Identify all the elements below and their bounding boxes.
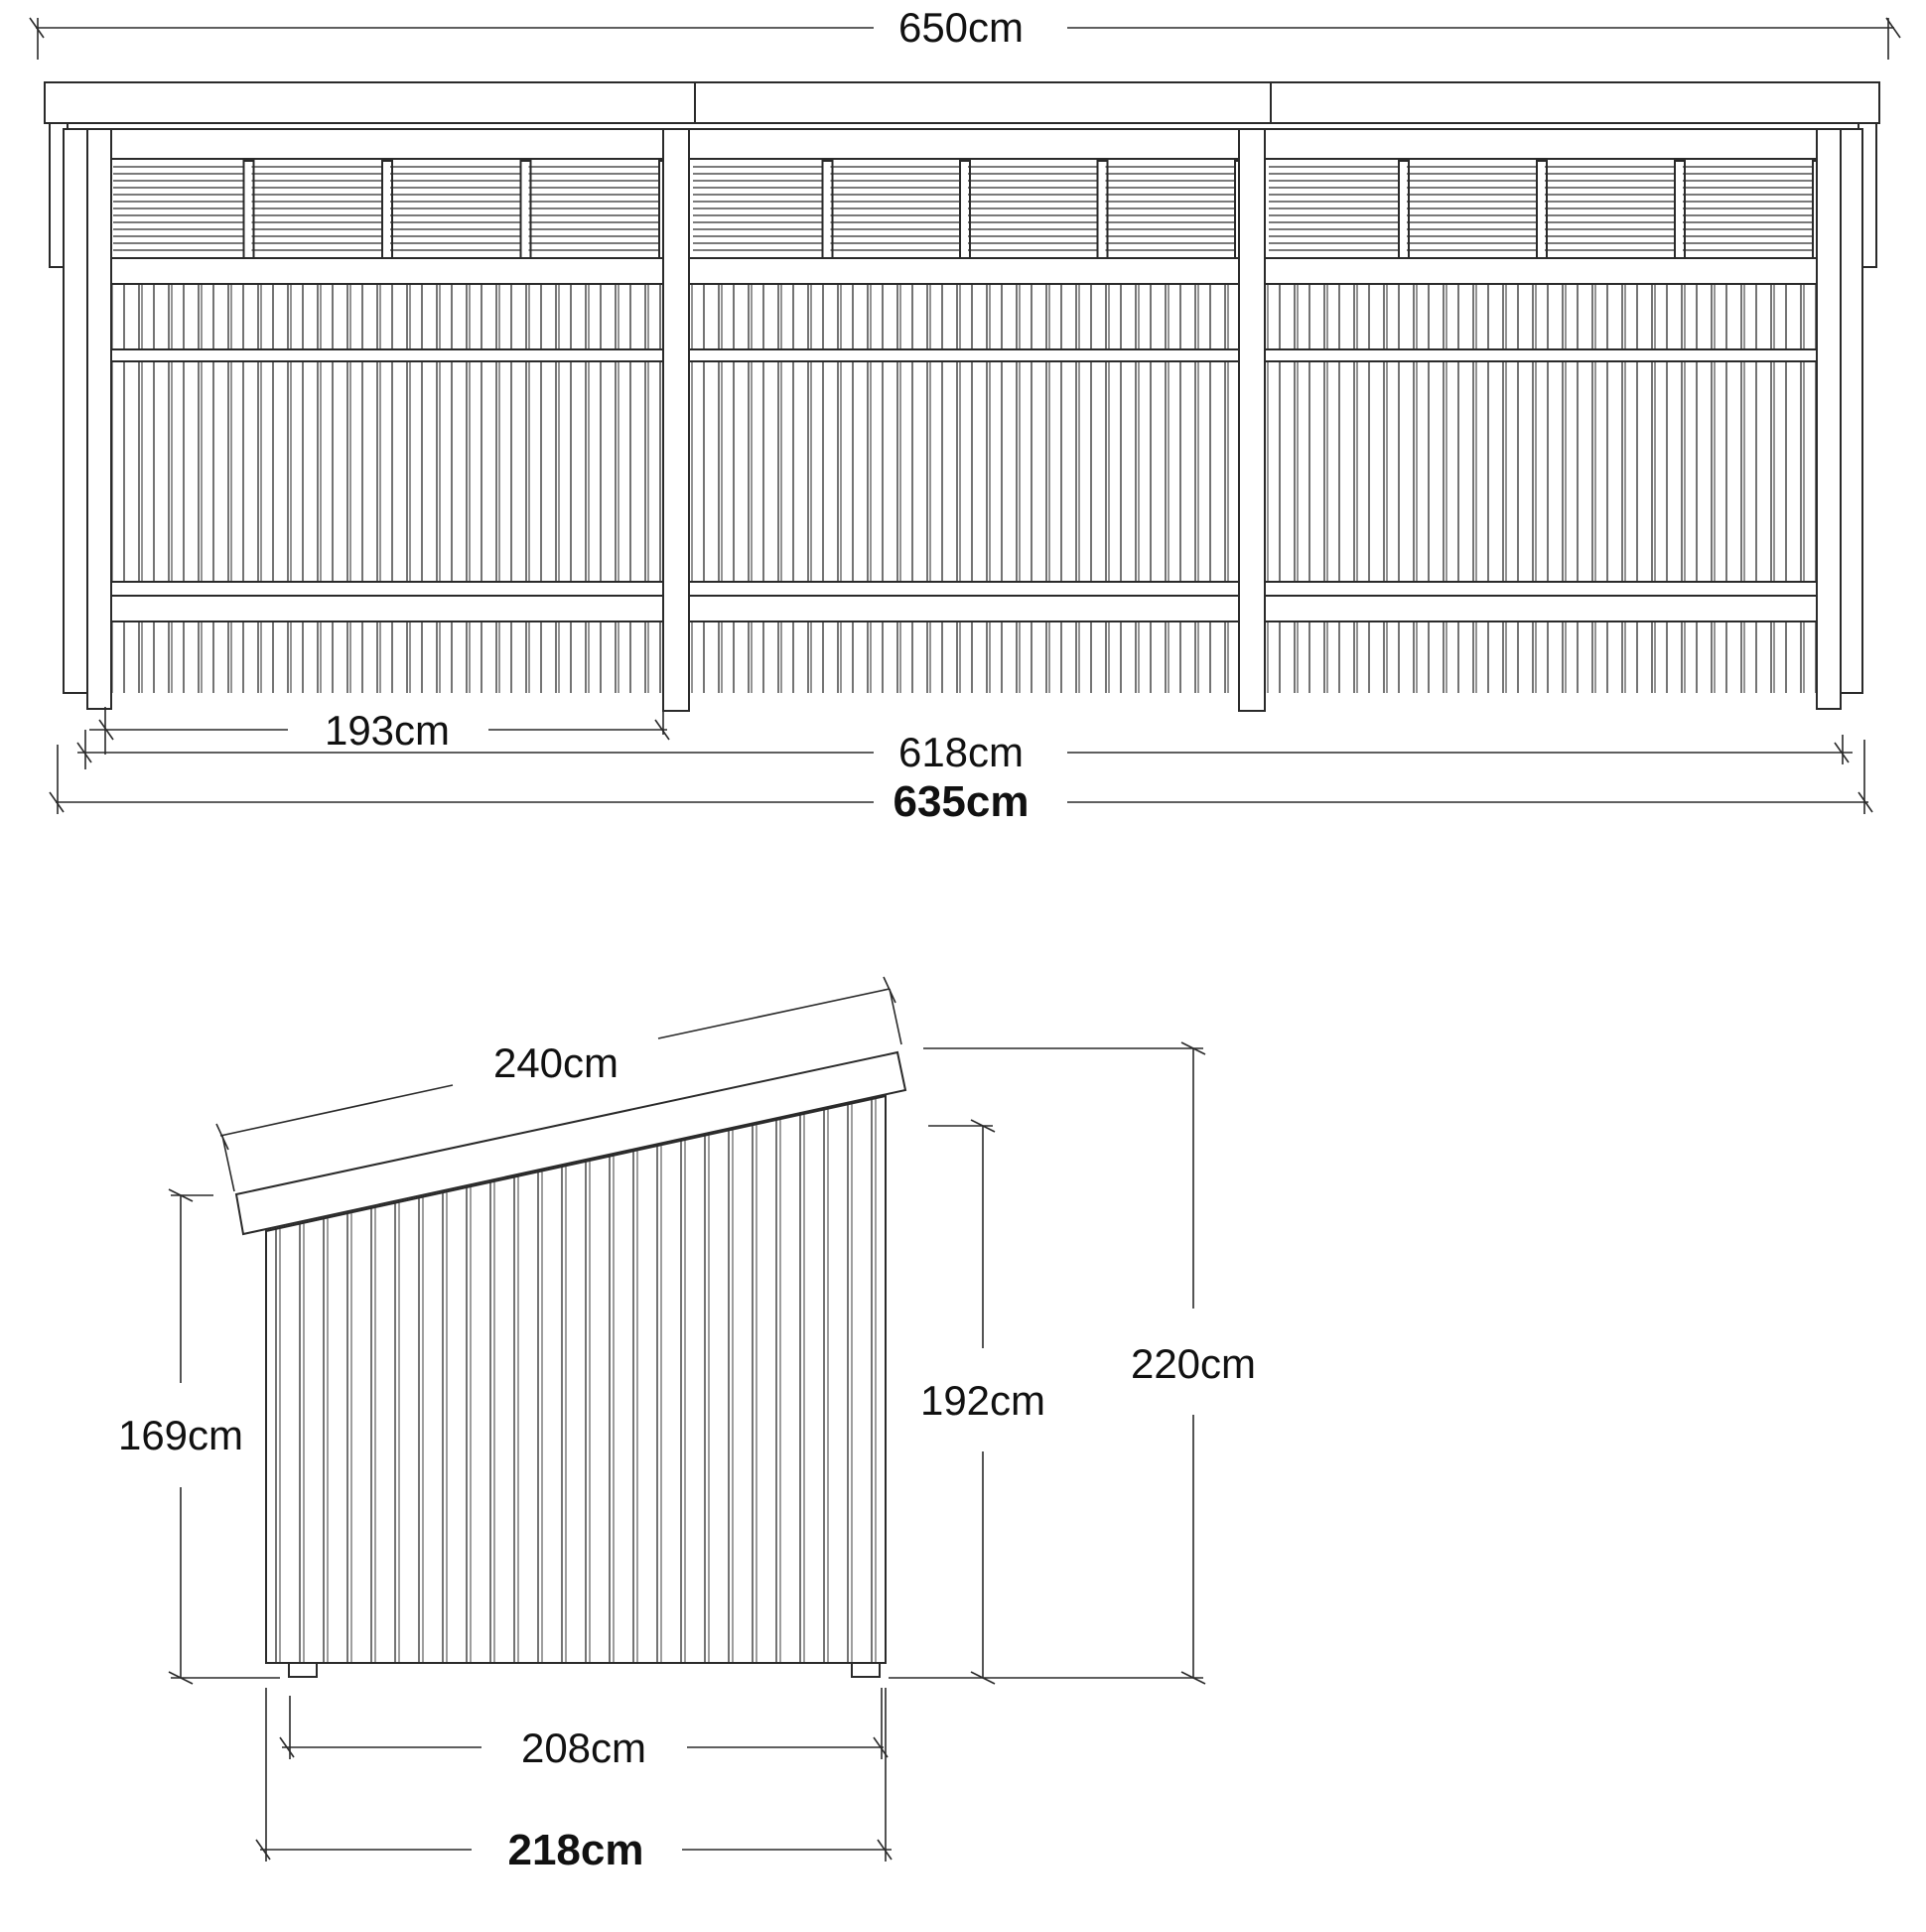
- front-right-wall-edge: [1839, 129, 1862, 693]
- dim-front-roof-width: 650cm: [897, 4, 1025, 51]
- front-bottom-rail: [109, 596, 1817, 621]
- dim-front-post-span: 618cm: [897, 729, 1025, 775]
- front-roof-fascia: [45, 82, 1879, 123]
- dim-side-low-wall-height: 169cm: [117, 1412, 244, 1458]
- front-wall-boards: [109, 284, 1816, 693]
- dim-front-bay-width: 193cm: [324, 707, 451, 754]
- dim-side-total-height: 220cm: [1130, 1340, 1257, 1387]
- dim-side-roof-length: 240cm: [492, 1039, 619, 1086]
- dim-side-post-span: 208cm: [520, 1725, 647, 1771]
- front-left-wall-edge: [64, 129, 87, 693]
- dim-side-overall-depth: 218cm: [507, 1826, 644, 1874]
- post: [1239, 129, 1265, 711]
- side-foot-left: [289, 1663, 317, 1677]
- post: [1817, 129, 1841, 709]
- side-foot-right: [852, 1663, 880, 1677]
- post: [87, 129, 111, 709]
- post: [663, 129, 689, 711]
- front-lower-rail: [109, 582, 1817, 596]
- front-louvers: [113, 161, 1823, 258]
- dim-side-high-wall-height: 192cm: [919, 1377, 1046, 1424]
- side-elevation-view: [236, 1052, 905, 1677]
- dim-front-overall-width: 635cm: [893, 777, 1030, 826]
- front-mid-rail: [109, 349, 1817, 361]
- front-top-beam: [68, 129, 1858, 159]
- front-elevation-view: [45, 82, 1879, 711]
- front-upper-rail: [109, 258, 1817, 284]
